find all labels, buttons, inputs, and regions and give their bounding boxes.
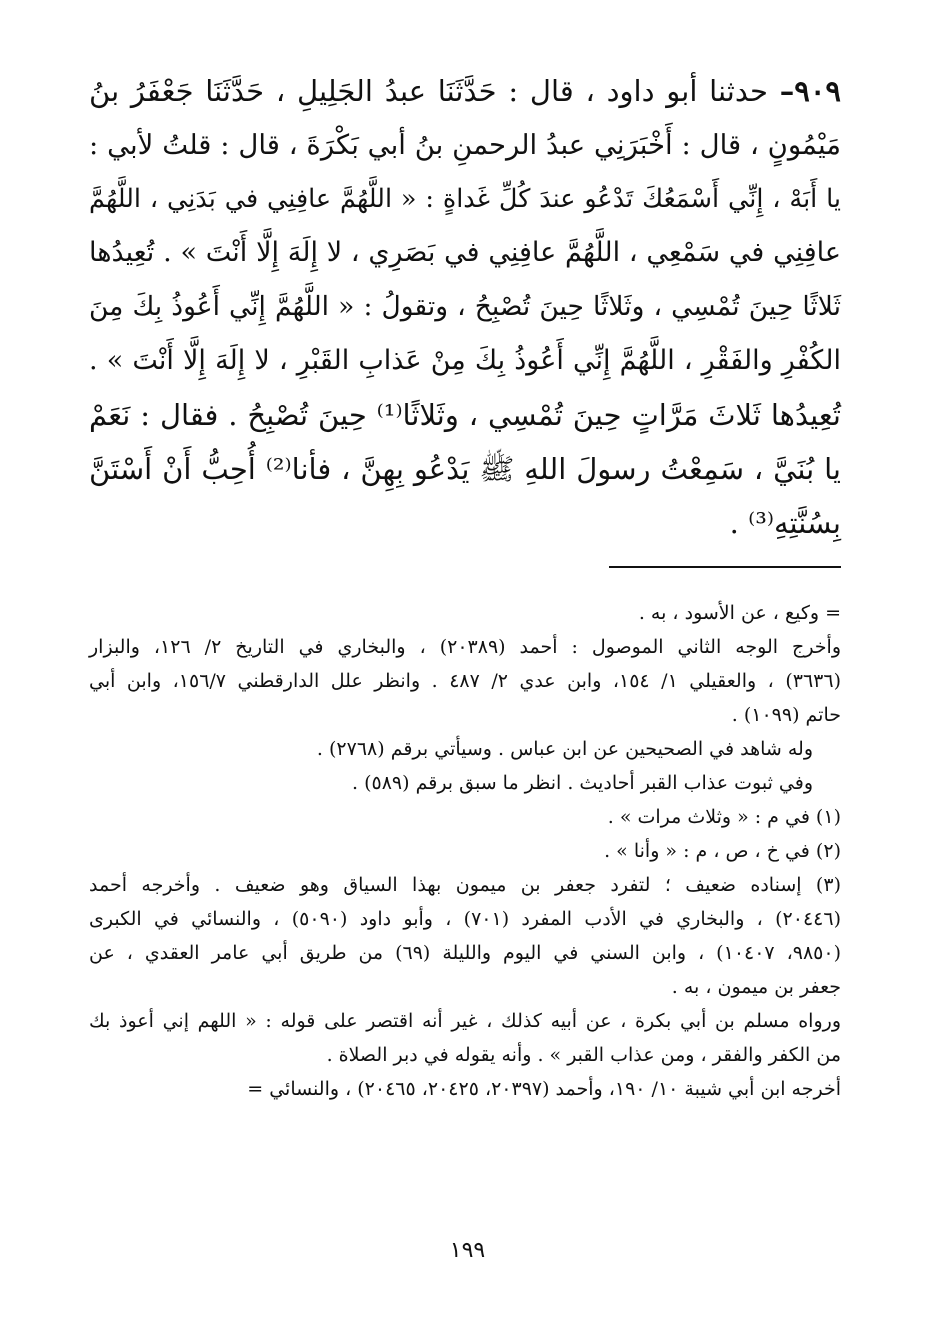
hadith-text: [89, 64, 841, 550]
footnote-2: (٢) في خ ، ص ، م : « وأنا » .: [604, 840, 841, 862]
main-line-7: تُعِيدُها ثَلاثَ مَرَّاتٍ حِينَ تُمْسِي ، وثَلاثًا⁽¹⁾ حِينَ تُصْبِحُ . فقال : نَعَمْ: [89, 398, 841, 432]
footnote-line: = وكيع ، عن الأسود ، به .: [638, 602, 841, 624]
footnote-line: أخرجه ابن أبي شيبة ١٠/ ١٩٠، وأحمد (٢٠٣٩٧، ٢٠٤٢٥، ٢٠٤٦٥) ، والنسائي =: [247, 1078, 841, 1100]
footnotes: [89, 596, 841, 1106]
main-line-8: يا بُنَيَّ ، سَمِعْتُ رسولَ اللهِ ﷺ يَدْعُو بِهِنَّ ، فأنا⁽²⁾ أُحِبُّ أَنْ أَسْتَنَّ: [89, 452, 841, 486]
footnote-separator: [609, 566, 841, 568]
footnote-line: (٢٠٤٤٦) ، والبخاري في الأدب المفرد (٧٠١) ، وأبو داود (٥٠٩٠) ، والنسائي في الكبرى: [89, 908, 841, 930]
footnote-line: (٣٦٣٦) ، والعقيلي ١/ ١٥٤، وابن عدي ٢/ ٤٨٧ . وانظر علل الدارقطني ١٥٦/٧، وابن أبي: [89, 670, 841, 692]
main-line-6: الكُفْرِ والفَقْرِ ، اللَّهُمَّ إِنِّي أَعُوذُ بِكَ مِنْ عَذابِ القَبْرِ ، لا إِلَهَ إِلَّا أَنْتَ » .: [89, 345, 841, 376]
footnote-line: جعفر بن ميمون ، به .: [671, 976, 841, 998]
footnote-1: (١) في م : « وثلاث مرات » .: [607, 806, 841, 828]
main-line-4: عافِنِي في سَمْعِي ، اللَّهُمَّ عافِنِي في بَصَرِي ، لا إِلَهَ إِلَّا أَنْتَ » . تُعِيدُها: [89, 237, 841, 268]
main-line-5: ثَلاثًا حِينَ تُمْسِي ، وثَلاثًا حِينَ تُصْبِحُ ، وتقولُ : « اللَّهُمَّ إِنِّي أَعُوذُ بِكَ مِنَ: [89, 291, 841, 322]
footnote-line: من الكفر والفقر ، ومن عذاب القبر » . وأنه يقوله في دبر الصلاة .: [326, 1044, 841, 1066]
footnote-line: ورواه مسلم بن أبي بكرة ، عن أبيه كذلك ، غير أنه اقتصر على قوله : « اللهم إني أعوذ بك: [89, 1010, 841, 1032]
footnote-line: حاتم (١٠٩٩) .: [731, 704, 841, 726]
main-line-1: ٩٠٩– حدثنا أبو داود ، قال : حَدَّثَنَا عبدُ الجَلِيلِ ، حَدَّثَنَا جَعْفَرُ بنُ: [89, 74, 841, 108]
main-line-9: بِسُنَّتِهِ⁽³⁾ .: [729, 506, 841, 540]
main-line-3: يا أَبَهْ ، إِنِّي أَسْمَعُكَ تَدْعُو عندَ كُلِّ غَداةٍ : « اللَّهُمَّ عافِنِي في بَدَنِي ، اللَّهُمَّ: [89, 184, 841, 214]
page-number: ١٩٩: [449, 1238, 486, 1263]
footnote-line: وله شاهد في الصحيحين عن ابن عباس . وسيأتي برقم (٢٧٦٨) .: [316, 738, 813, 760]
footnote-line: (٩٨٥٠، ١٠٤٠٧) ، وابن السني في اليوم والليلة (٦٩) من طريق أبي عامر العقدي ، عن: [89, 942, 842, 964]
main-line-2: مَيْمُونٍ ، قال : أَخْبَرَنِي عبدُ الرحمنِ بنُ أبي بَكْرَةَ ، قال : قلتُ لأبي :: [89, 129, 841, 161]
footnote-3: (٣) إسناده ضعيف ؛ لتفرد جعفر بن ميمون بهذا السياق وهو ضعيف . وأخرجه أحمد: [89, 874, 841, 896]
footnote-line: وفي ثبوت عذاب القبر أحاديث . انظر ما سبق برقم (٥٨٩) .: [352, 772, 813, 794]
footnote-line: وأخرج الوجه الثاني الموصول : أحمد (٢٠٣٨٩) ، والبخاري في التاريخ ٢/ ١٢٦، والبزار: [89, 636, 841, 658]
hadith-number: ٩٠٩–: [779, 74, 841, 108]
